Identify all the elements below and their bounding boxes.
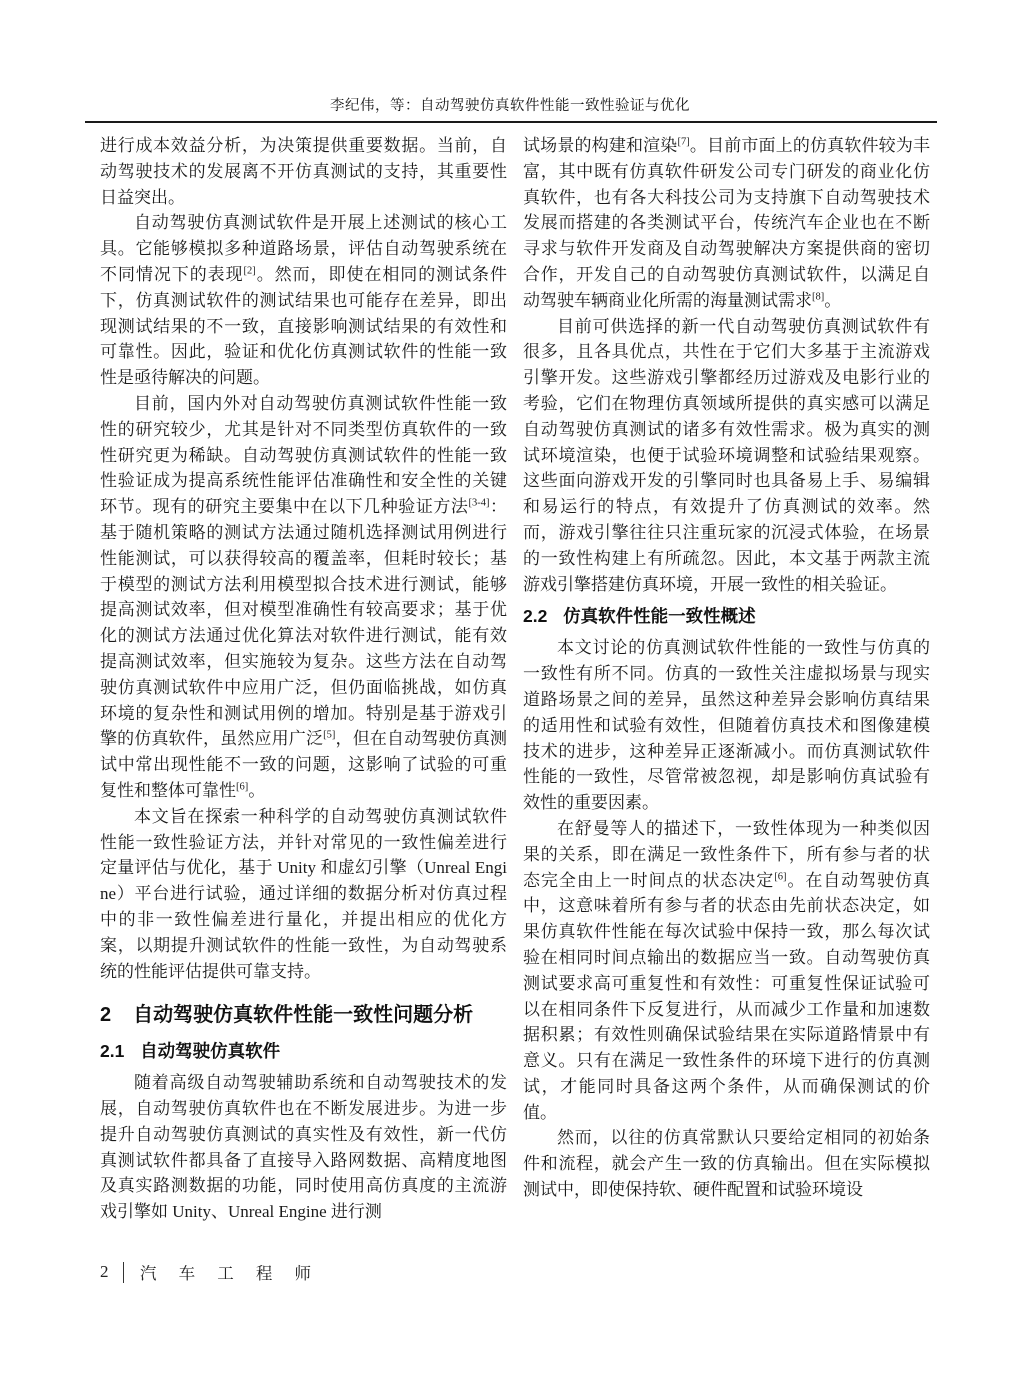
page-footer (100, 1260, 320, 1284)
journal-name: 汽 车 工 程 师 (140, 1264, 320, 1283)
heading-number: 2.1 (100, 1041, 125, 1062)
citation-superscript: [2] (243, 265, 256, 277)
heading-number: 2.2 (523, 606, 548, 627)
paragraph: 目前可供选择的新一代自动驾驶仿真测试软件有很多，且各具优点，共性在于它们大多基于主流游戏引擎开发。这些游戏引擎都经历过游戏及电影行业的考验，它们在物理仿真领域所提供的真实感可以满足自动驾驶仿真测试的诸多有效性需求。极为真实的测试环境渲染，也便于试验环境调整和试验结果观察。这些面向游戏开发的引擎同时也具备易上手、易编辑和易运行的特点，有效提升了仿真测试的效率。然而，游戏引擎往往只注重玩家的沉浸式体验，在场景的一致性构建上有所疏忽。因此，本文基于两款主流游戏引擎搭建仿真环境，开展一致性的相关验证。 (523, 316, 930, 594)
right-column (523, 133, 930, 1225)
header-rule (85, 121, 937, 123)
running-head: 李纪伟，等：自动驾驶仿真软件性能一致性验证与优化 (330, 98, 690, 114)
paragraph: 本文旨在探索一种科学的自动驾驶仿真测试软件性能一致性验证方法，并针对常见的一致性偏差进行定量评估与优化，基于 Unity 和虚幻引擎（Unreal Engine）平台进行试验，通过详细的数据分析对仿真过程中的非一致性偏差进行量化，并提出相应的优化方案，以期提升测试软件的性能一致性，为自动驾驶系统的性能评估提供可靠支持。 (100, 806, 507, 981)
left-column (100, 133, 507, 1225)
citation-superscript: [6] (236, 781, 249, 793)
citation-superscript: [5] (323, 729, 336, 741)
paragraph: 随着高级自动驾驶辅助系统和自动驾驶技术的发展，自动驾驶仿真软件也在不断发展进步。为进一步提升自动驾驶仿真测试的真实性及有效性，新一代仿真测试软件都具备了直接导入路网数据、高精度地图及真实路测数据的功能，同时使用高仿真度的主流游戏引擎如 Unity、Unreal Engine 进行测 (100, 1073, 507, 1222)
section-heading (100, 1000, 507, 1030)
subsection-heading (523, 603, 930, 629)
paragraph: 本文讨论的仿真测试软件性能的一致性与仿真的一致性有所不同。仿真的一致性关注虚拟场景与现实道路场景之间的差异，虽然这种差异会影响仿真结果的适用性和试验有效性，但随着仿真技术和图像建模技术的进步，这种差异正逐渐减小。而仿真测试软件性能的一致性，尽管常被忽视，却是影响仿真试验有效性的重要因素。 (523, 638, 930, 813)
paragraph: 试场景的构建和渲染[7]。目前市面上的仿真软件较为丰富，其中既有仿真软件研发公司专门研发的商业化仿真软件，也有各大科技公司为支持旗下自动驾驶技术发展而搭建的各类测试平台，传统汽车企业也在不断寻求与软件开发商及自动驾驶解决方案提供商的密切合作，开发自己的自动驾驶仿真测试软件，以满足自动驾驶车辆商业化所需的海量测试需求[8]。 (523, 136, 931, 310)
paragraph: 自动驾驶仿真测试软件是开展上述测试的核心工具。它能够模拟多种道路场景，评估自动驾驶系统在不同情况下的表现[2]。然而，即使在相同的测试条件下，仿真测试软件的测试结果也可能存在差异，即出现测试结果的不一致，直接影响测试结果的有效性和可靠性。因此，验证和优化仿真测试软件的性能一致性是亟待解决的问题。 (100, 213, 508, 388)
citation-superscript: [6] (774, 870, 787, 882)
citation-superscript: [3-4] (468, 497, 490, 509)
heading-title: 自动驾驶仿真软件 (140, 1041, 281, 1062)
subsection-heading (100, 1038, 507, 1064)
page-number: 2 (100, 1262, 109, 1281)
paragraph: 在舒曼等人的描述下，一致性体现为一种类似因果的关系，即在满足一致性条件下，所有参与者的状态完全由上一时间点的状态决定[6]。在自动驾驶仿真中，这意味着所有参与者的状态由先前状态决定，如果仿真软件性能在每次试验中保持一致，那么每次试验在相同时间点输出的数据应当一致。自动驾驶仿真测试要求高可重复性和有效性：可重复性保证试验可以在相同条件下反复进行，从而减少工作量和加速数据积累；有效性则确保试验结果在实际道路情景中有意义。只有在满足一致性条件的环境下进行的仿真测试，才能同时具备这两个条件，从而确保测试的价值。 (523, 818, 931, 1122)
two-column-body (100, 133, 930, 1225)
citation-superscript: [8] (812, 291, 825, 303)
heading-number: 2 (100, 1004, 112, 1027)
paragraph: 进行成本效益分析，为决策提供重要数据。当前，自动驾驶技术的发展离不开仿真测试的支持，其重要性日益突出。 (100, 136, 507, 207)
citation-superscript: [7] (677, 136, 690, 148)
paragraph: 目前，国内外对自动驾驶仿真测试软件性能一致性的研究较少，尤其是针对不同类型仿真软件的一致性研究更为稀缺。自动驾驶仿真测试软件的性能一致性验证成为提高系统性能评估准确性和安全性的关键环节。现有的研究主要集中在以下几种验证方法[3-4]：基于随机策略的测试方法通过随机选择测试用例进行性能测试，可以获得较高的覆盖率，但耗时较长；基于模型的测试方法利用模型拟合技术进行测试，能够提高测试效率，但对模型准确性有较高要求；基于优化的测试方法通过优化算法对软件进行测试，能有效提高测试效率，但实施较为复杂。这些方法在自动驾驶仿真测试软件中应用广泛，但仍面临挑战，如仿真环境的复杂性和测试用例的增加。特别是基于游戏引擎的仿真软件，虽然应用广泛[5]，但在自动驾驶仿真测试中常出现性能不一致的问题，这影响了试验的可重复性和整体可靠性[6]。 (100, 393, 508, 800)
paragraph: 然而，以往的仿真常默认只要给定相同的初始条件和流程，就会产生一致的仿真输出。但在实际模拟测试中，即使保持软、硬件配置和试验环境设 (523, 1128, 930, 1200)
footer-divider (123, 1262, 125, 1283)
heading-title: 仿真软件性能一致性概述 (563, 606, 756, 627)
heading-title: 自动驾驶仿真软件性能一致性问题分析 (133, 1004, 474, 1027)
